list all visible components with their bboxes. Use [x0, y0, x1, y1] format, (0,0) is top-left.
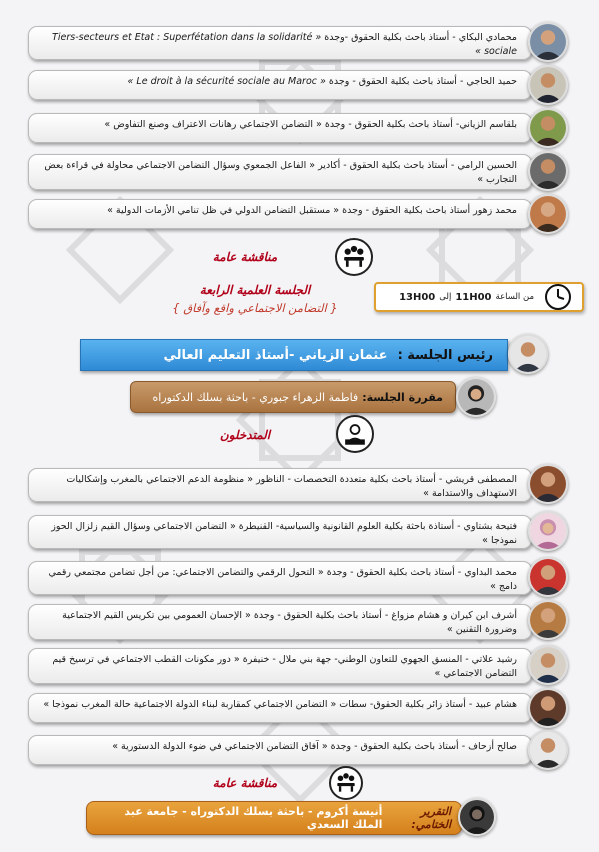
speaker-card [28, 604, 532, 640]
session-rapporteur-bar [130, 381, 456, 413]
speaker-avatar [528, 557, 568, 597]
speaker-name-affiliation: أشرف ابن كيران و هشام مزواغ - أستاذ باحث بكلية الحقوق - وجدة « الإحسان العمومي بين تكريس القيم الاجتماعية وضرورة التقنين » [62, 610, 517, 635]
speaker-card [28, 113, 532, 143]
speaker-avatar [528, 511, 568, 551]
speaker-talk-title: « Tiers-secteurs et Etat : Superfétation dans la solidarité sociale » [52, 32, 517, 57]
speaker-name-affiliation: صالح أزحاف - أستاذ باحث بكلية الحقوق - وجدة « آفاق التضامن الاجتماعي في ضوء الدولة الدستورية » [112, 741, 517, 752]
speaker-avatar [528, 730, 568, 770]
time-from-label: من الساعة [495, 292, 534, 302]
session-chair-bar [80, 339, 508, 371]
speaker-avatar [528, 65, 568, 105]
rapporteur-value: فاطمة الزهراء جبوري - باحثة بسلك الدكتوراه [152, 390, 359, 404]
session-title: الجلسة العلمية الرابعة [199, 283, 311, 297]
speaker-card [28, 735, 532, 765]
speaker-card [28, 199, 532, 229]
speaker-name-affiliation: فتيحة بشتاوي - أستاذة باحثة بكلية العلوم القانونية والسياسية- القنيطرة « التضامن الاجتماعي وسؤال القيم زلزال الحوز نموذجا » [51, 521, 517, 546]
speaker-name-affiliation: رشيد علاتي - المنسق الجهوي للتعاون الوطني- جهة بني ملال - خنيفرة « دور مكونات القطب الاجتماعي في ترسيخ قيم التضامن الاجتماعي » [52, 654, 517, 679]
time-to-label: إلى [439, 292, 452, 302]
speaker-card [28, 693, 532, 723]
speaker-card [28, 468, 532, 502]
speaker-card [28, 561, 532, 595]
speaker-name-affiliation: بلقاسم الزياني- أستاذ باحث بكلية الحقوق - وجدة « التضامن الاجتماعي رهانات الاعتراف وصنع التفاوض » [104, 119, 517, 130]
session-subtitle: { التضامن الاجتماعي واقع وآفاق } [172, 301, 338, 315]
time-to: 13H00 [399, 291, 436, 303]
speaker-card [28, 154, 532, 190]
chair-value: عثمان الزياني -أستاذ التعليم العالي [163, 347, 388, 363]
people-discussion-icon [335, 238, 373, 276]
rapporteur-label: مقررة الجلسة: [362, 390, 443, 404]
speaker-card [28, 648, 532, 684]
speaker-name-affiliation: هشام عبيد - أستاذ زائر بكلية الحقوق- سطات « التضامن الاجتماعي كمقاربة لبناء الدولة الاجتماعية حالة المغرب نموذجا » [43, 699, 517, 710]
speaker-avatar [528, 22, 568, 62]
speaker-avatar [528, 108, 568, 148]
final-report-value: أنيسة أكروم - باحثة بسلك الدكتوراه - جامعة عبد الملك السعدي [124, 805, 383, 831]
clock-icon [544, 283, 572, 311]
chair-label: رئيس الجلسة : [397, 347, 493, 363]
general-discussion-label: مناقشة عامة [212, 776, 278, 790]
speaker-name-affiliation: محمادي البكاي - أستاذ باحث بكلية الحقوق -وجدة [324, 32, 517, 43]
people-discussion-icon [329, 766, 363, 800]
rapporteur-avatar [456, 377, 496, 417]
speaker-card [28, 26, 532, 60]
final-report-label: التقرير الختامي: [411, 805, 451, 831]
speaker-icon [336, 415, 374, 453]
chair-avatar [508, 334, 548, 374]
general-discussion-label: مناقشة عامة [212, 250, 278, 264]
speaker-card [28, 70, 532, 100]
speaker-name-affiliation: المصطفى قريشي - أستاذ باحث بكلية متعددة التخصصات - الناظور « منظومة الدعم الاجتماعي بالمغرب وإشكاليات الاستهداف والاستدامة » [66, 474, 517, 499]
speakers-label: المتدخلون [219, 428, 271, 442]
speaker-avatar [528, 688, 568, 728]
speaker-card [28, 515, 532, 549]
speaker-avatar [528, 151, 568, 191]
speaker-name-affiliation: محمد البداوي - أستاذ باحث بكلية الحقوق - وجدة « التحول الرقمي والتضامن الاجتماعي: من أجل تضامن مجتمعي رقمي دامج » [48, 567, 517, 592]
speaker-name-affiliation: الحسين الرامي - أستاذ باحث بكلية الحقوق - أكادير « الفاعل الجمعوي وسؤال التضامن الاجتماعي محاولة في قراءة بعض التجارب » [44, 160, 517, 185]
session-time-box [374, 282, 584, 312]
speaker-avatar [528, 600, 568, 640]
speaker-avatar [528, 194, 568, 234]
speaker-avatar [528, 464, 568, 504]
time-from: 11H00 [455, 291, 492, 303]
final-report-bar [86, 801, 462, 835]
speaker-avatar [528, 645, 568, 685]
speaker-name-affiliation: حميد الحاجي - أستاذ باحث بكلية الحقوق - وجدة [328, 76, 517, 87]
speaker-name-affiliation: محمد زهور أستاذ باحث بكلية الحقوق - وجدة « مستقبل التضامن الدولي في ظل تنامي الأزمات الدولية » [107, 205, 517, 216]
speaker-talk-title: « Le droit à la sécurité sociale au Maroc » [127, 76, 326, 87]
final-report-avatar [458, 798, 496, 836]
